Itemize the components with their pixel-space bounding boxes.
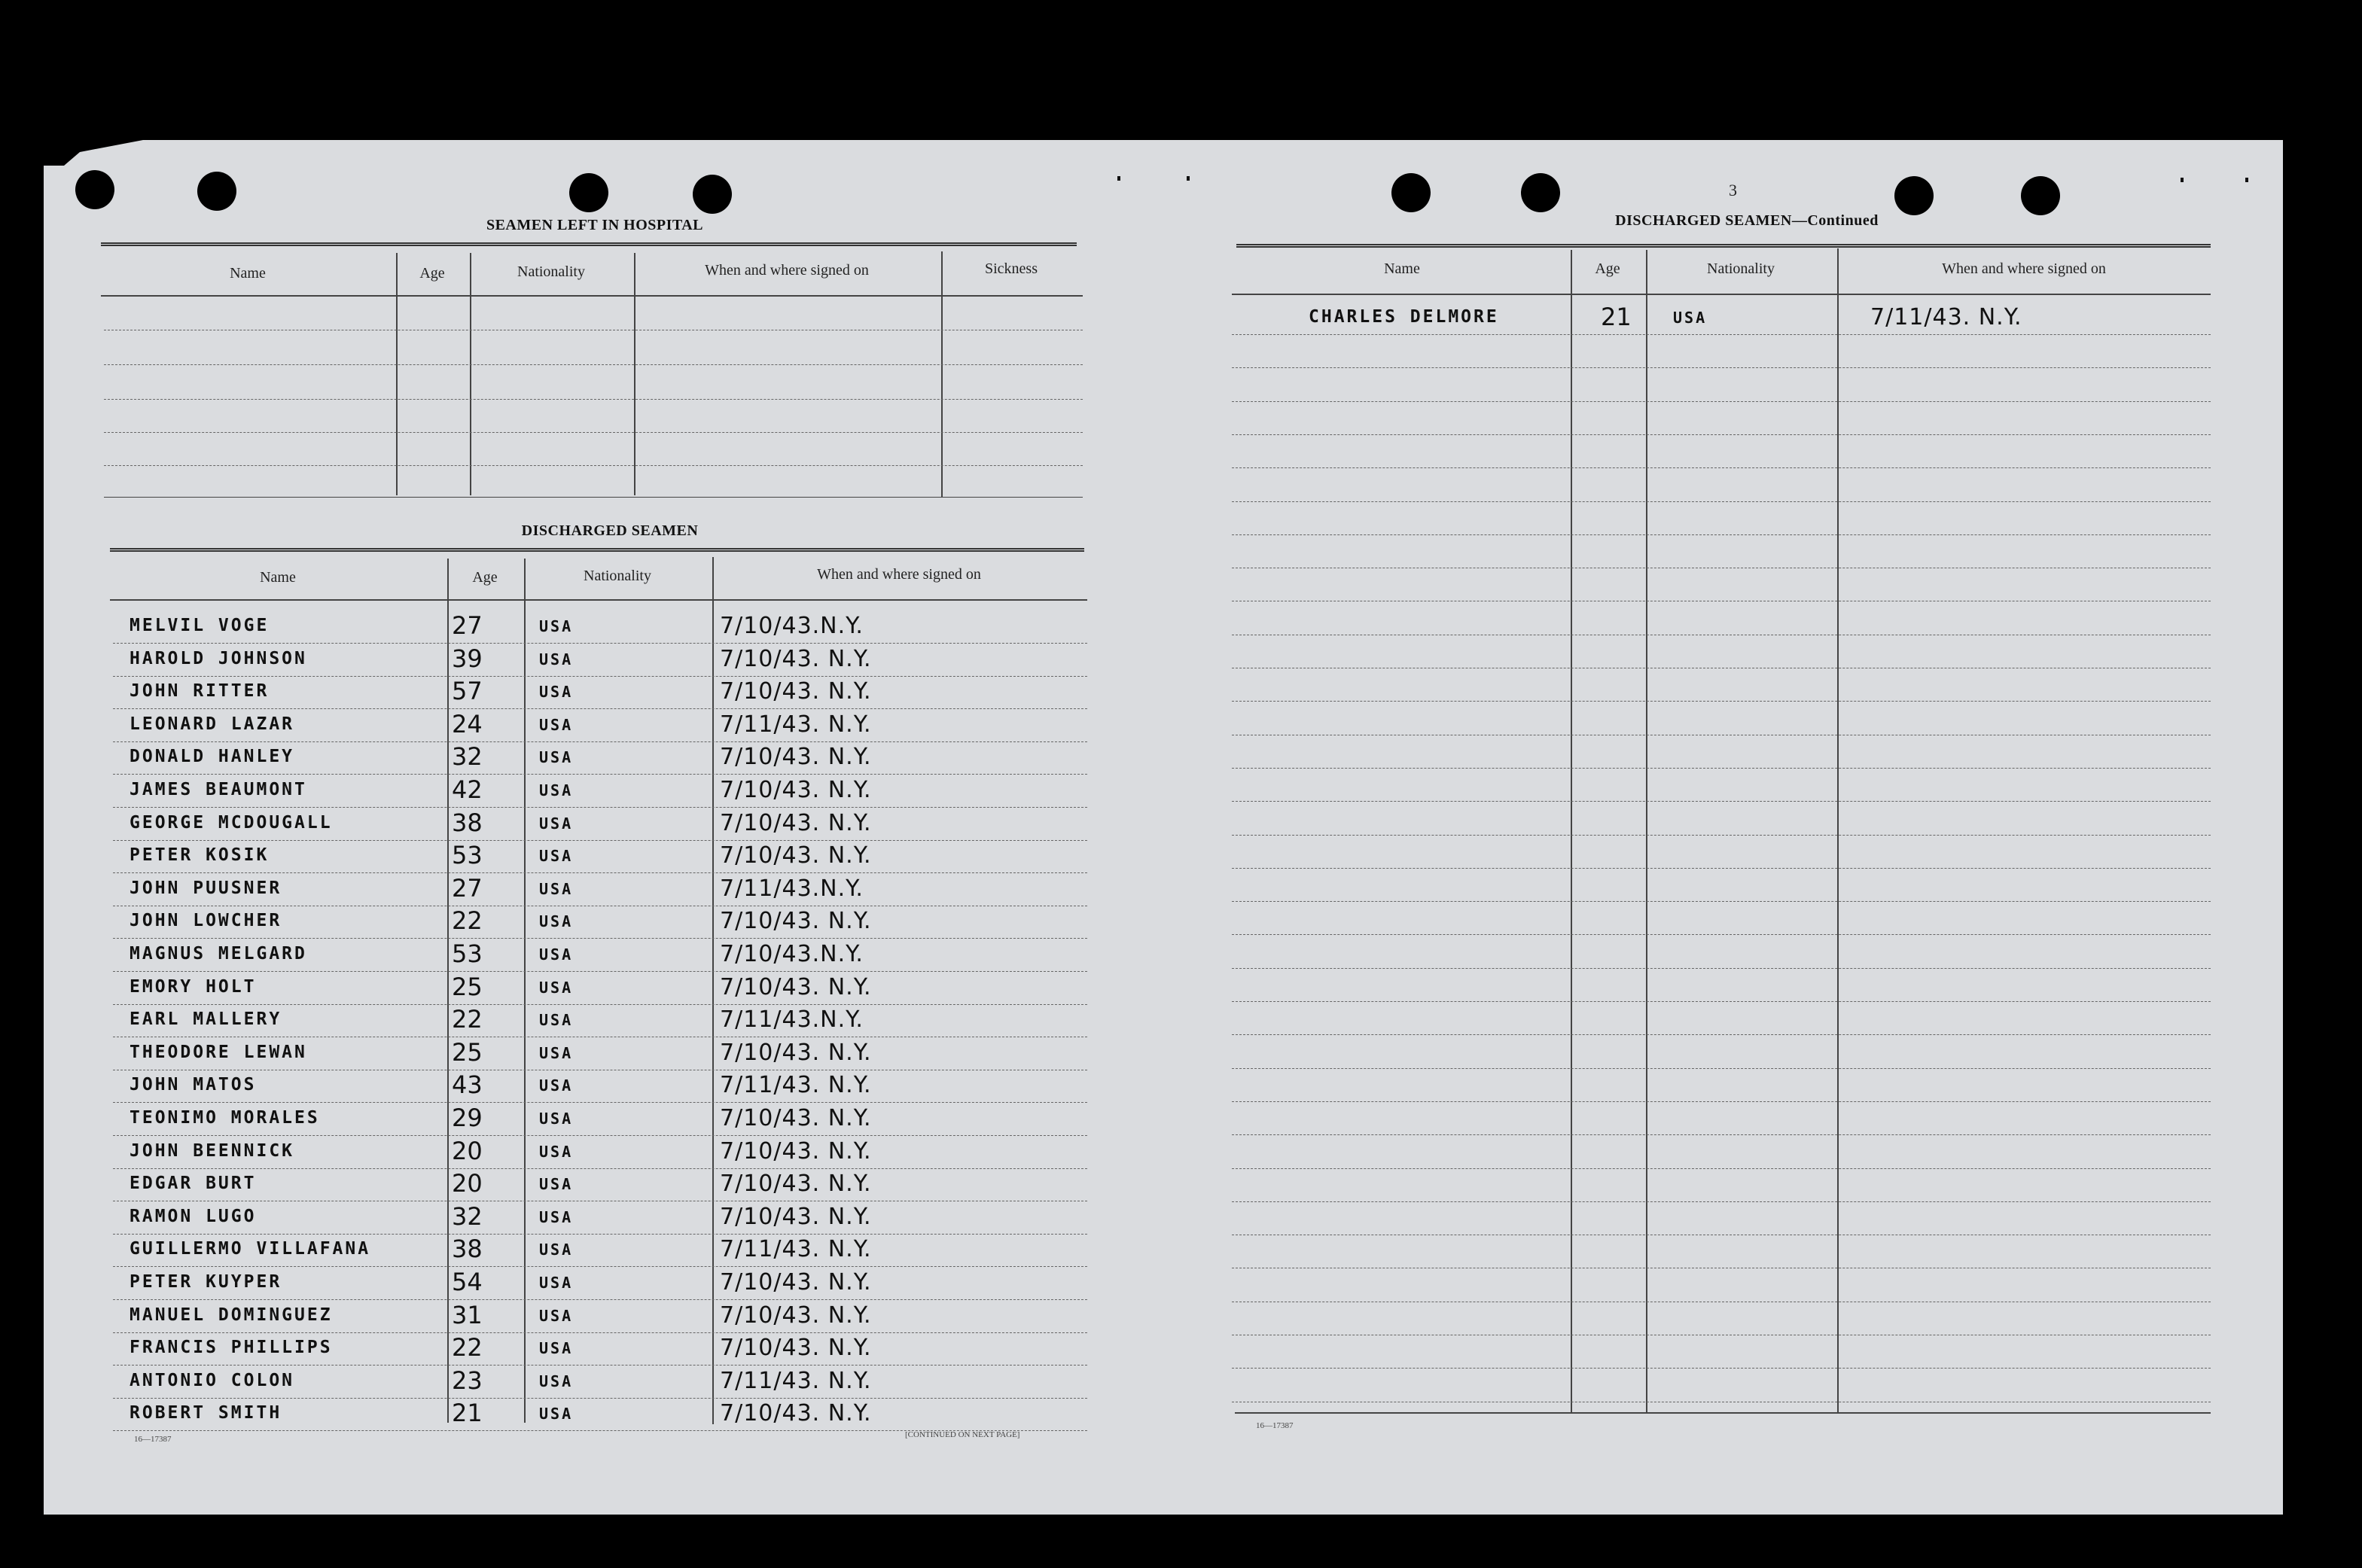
row-line: [1232, 701, 2211, 702]
row-line: [1232, 768, 2211, 769]
seaman-nationality: USA: [539, 912, 574, 930]
row-line: [1232, 968, 2211, 969]
continued-col-divider: [1646, 250, 1647, 1412]
seaman-name: JOHN MATOS: [130, 1075, 257, 1095]
row-line: [113, 1102, 1087, 1103]
seaman-nationality: USA: [539, 1143, 574, 1161]
hospital-row-line: [104, 364, 1083, 365]
signed-on: 7/11/43. N.Y.: [720, 1368, 872, 1394]
seaman-name: ROBERT SMITH: [130, 1403, 282, 1423]
right-form-number: 16—17387: [1256, 1421, 1294, 1430]
row-line: [1232, 367, 2211, 368]
signed-on: 7/10/43. N.Y.: [720, 1040, 872, 1066]
discharged-header-nationality: Nationality: [584, 568, 651, 584]
ink-speck: [1187, 176, 1190, 181]
row-line: [113, 1135, 1087, 1136]
seaman-age: 29: [452, 1104, 483, 1132]
seaman-name: MELVIL VOGE: [130, 616, 270, 635]
row-line: [113, 938, 1087, 939]
seaman-name: PETER KOSIK: [130, 845, 270, 865]
row-line: [1232, 434, 2211, 435]
seaman-nationality: USA: [539, 650, 574, 668]
continued-header-nationality: Nationality: [1707, 260, 1775, 277]
row-line: [1232, 1101, 2211, 1102]
seaman-nationality: USA: [539, 1307, 574, 1325]
discharged-top-rule: [110, 548, 1084, 552]
row-line: [1232, 1134, 2211, 1135]
punch-hole: [2021, 176, 2060, 215]
seaman-age: 24: [452, 710, 483, 738]
row-line: [1232, 1068, 2211, 1069]
seaman-name: CHARLES DELMORE: [1309, 307, 1499, 327]
signed-on: 7/11/43. N.Y.: [720, 1072, 872, 1098]
row-line: [113, 1168, 1087, 1169]
signed-on: 7/11/43.N.Y.: [720, 875, 864, 902]
seaman-name: JOHN LOWCHER: [130, 911, 282, 930]
signed-on: 7/10/43.N.Y.: [720, 613, 864, 639]
punch-hole: [1391, 173, 1431, 212]
seaman-age: 20: [452, 1137, 483, 1165]
hospital-header-nationality: Nationality: [517, 263, 585, 280]
signed-on: 7/10/43. N.Y.: [720, 1171, 872, 1197]
seaman-name: RAMON LUGO: [130, 1207, 257, 1226]
seaman-age: 27: [452, 611, 483, 640]
row-line: [113, 708, 1087, 709]
seaman-age: 27: [452, 874, 483, 903]
signed-on: 7/11/43. N.Y.: [1870, 304, 2022, 330]
hospital-col-divider: [941, 251, 943, 497]
seaman-age: 54: [452, 1268, 483, 1296]
seaman-nationality: USA: [539, 814, 574, 833]
discharged-col-divider: [447, 559, 449, 1423]
hospital-row-line: [104, 465, 1083, 466]
seaman-age: 31: [452, 1301, 483, 1329]
seaman-age: 38: [452, 1235, 483, 1263]
discharged-col-divider: [524, 559, 526, 1423]
row-line: [113, 1234, 1087, 1235]
punch-hole: [693, 175, 732, 214]
seaman-name: THEODORE LEWAN: [130, 1043, 307, 1062]
seaman-nationality: USA: [539, 880, 574, 898]
seaman-name: MANUEL DOMINGUEZ: [130, 1305, 333, 1325]
hospital-row-line: [104, 399, 1083, 400]
row-line: [1232, 801, 2211, 802]
seaman-name: LEONARD LAZAR: [130, 714, 295, 734]
row-line: [113, 807, 1087, 808]
continued-head-rule: [1232, 294, 2211, 295]
row-line: [1232, 534, 2211, 535]
signed-on: 7/11/43. N.Y.: [720, 1236, 872, 1262]
seaman-age: 57: [452, 677, 483, 705]
seaman-name: JAMES BEAUMONT: [130, 780, 307, 799]
signed-on: 7/10/43. N.Y.: [720, 842, 872, 869]
seaman-name: EARL MALLERY: [130, 1009, 282, 1029]
seaman-name: MAGNUS MELGARD: [130, 944, 307, 964]
seaman-age: 21: [452, 1399, 483, 1427]
punch-hole: [75, 170, 114, 209]
row-line: [1232, 1001, 2211, 1002]
seaman-name: JOHN PUUSNER: [130, 878, 282, 898]
row-line: [1232, 1034, 2211, 1035]
signed-on: 7/10/43. N.Y.: [720, 1335, 872, 1361]
signed-on: 7/10/43. N.Y.: [720, 810, 872, 836]
discharged-title: DISCHARGED SEAMEN: [521, 522, 699, 539]
seaman-nationality: USA: [539, 716, 574, 734]
continued-col-divider: [1571, 250, 1572, 1412]
seaman-name: GEORGE MCDOUGALL: [130, 813, 333, 833]
seaman-age: 39: [452, 644, 483, 673]
row-line: [1232, 835, 2211, 836]
continued-bottom-rule: [1235, 1412, 2211, 1414]
seaman-age: 22: [452, 1333, 483, 1362]
seaman-nationality: USA: [539, 979, 574, 997]
discharged-head-rule: [110, 599, 1087, 601]
row-line: [113, 1398, 1087, 1399]
seaman-nationality: USA: [539, 1044, 574, 1062]
signed-on: 7/11/43.N.Y.: [720, 1006, 864, 1033]
continued-title: [1536, 212, 1958, 230]
seaman-name: DONALD HANLEY: [130, 747, 295, 766]
punch-hole: [1521, 173, 1560, 212]
seaman-age: 43: [452, 1070, 483, 1099]
row-line: [113, 1004, 1087, 1005]
row-line: [113, 840, 1087, 841]
continued-header-name: Name: [1384, 260, 1420, 277]
seaman-name: PETER KUYPER: [130, 1272, 282, 1292]
continued-note: [CONTINUED ON NEXT PAGE]: [905, 1430, 1020, 1439]
row-line: [1232, 467, 2211, 468]
seaman-nationality: USA: [539, 1076, 574, 1095]
seaman-age: 22: [452, 1005, 483, 1034]
punch-hole: [569, 173, 608, 212]
seaman-age: 21: [1601, 303, 1632, 331]
seaman-nationality: USA: [539, 781, 574, 799]
signed-on: 7/10/43. N.Y.: [720, 1400, 872, 1426]
seaman-nationality: USA: [539, 1241, 574, 1259]
hospital-col-divider: [634, 253, 635, 495]
seaman-nationality: USA: [539, 683, 574, 701]
row-line: [113, 1332, 1087, 1333]
seaman-age: 42: [452, 775, 483, 804]
seaman-nationality: USA: [539, 748, 574, 766]
record-sheet: [44, 140, 2283, 1515]
punch-hole: [197, 172, 236, 211]
signed-on: 7/10/43. N.Y.: [720, 744, 872, 770]
signed-on: 7/10/43. N.Y.: [720, 974, 872, 1000]
seaman-age: 32: [452, 1202, 483, 1231]
row-line: [113, 971, 1087, 972]
row-line: [1232, 501, 2211, 502]
row-line: [1232, 401, 2211, 402]
seaman-nationality: USA: [539, 1110, 574, 1128]
signed-on: 7/10/43. N.Y.: [720, 1204, 872, 1230]
hospital-header-age: Age: [419, 265, 445, 282]
seaman-nationality: USA: [539, 1372, 574, 1390]
continued-header-age: Age: [1595, 260, 1620, 277]
seaman-age: 53: [452, 939, 483, 968]
discharged-header-age: Age: [472, 569, 498, 586]
row-line: [1232, 1368, 2211, 1369]
row-line: [113, 676, 1087, 677]
hospital-title: SEAMEN LEFT IN HOSPITAL: [486, 217, 704, 233]
page-number: 3: [1729, 181, 1737, 199]
seaman-nationality: USA: [539, 1339, 574, 1357]
seaman-name: TEONIMO MORALES: [130, 1108, 320, 1128]
seaman-nationality: USA: [539, 1405, 574, 1423]
hospital-header-sickness: Sickness: [985, 260, 1038, 277]
signed-on: 7/11/43. N.Y.: [720, 711, 872, 738]
seaman-name: FRANCIS PHILLIPS: [130, 1338, 333, 1357]
row-line: [1232, 934, 2211, 935]
row-line: [1232, 334, 2211, 335]
seaman-age: 22: [452, 906, 483, 935]
hospital-header-signed: When and where signed on: [705, 262, 869, 279]
seaman-name: EMORY HOLT: [130, 977, 257, 997]
seaman-age: 25: [452, 973, 483, 1001]
seaman-name: JOHN RITTER: [130, 681, 270, 701]
continued-header-signed: When and where signed on: [1942, 260, 2106, 277]
seaman-name: ANTONIO COLON: [130, 1371, 295, 1390]
row-line: [1232, 868, 2211, 869]
seaman-nationality: USA: [539, 1011, 574, 1029]
continued-title-suffix: —Continued: [1791, 212, 1879, 229]
discharged-header-name: Name: [260, 569, 296, 586]
signed-on: 7/10/43. N.Y.: [720, 1269, 872, 1296]
signed-on: 7/10/43.N.Y.: [720, 941, 864, 967]
hospital-bottom-rule: [104, 497, 1083, 498]
seaman-name: JOHN BEENNICK: [130, 1141, 295, 1161]
row-line: [1232, 901, 2211, 902]
row-line: [113, 643, 1087, 644]
signed-on: 7/10/43. N.Y.: [720, 646, 872, 672]
seaman-nationality: USA: [539, 617, 574, 635]
ink-speck: [2245, 178, 2248, 182]
discharged-header-signed: When and where signed on: [817, 566, 981, 583]
row-line: [113, 872, 1087, 873]
hospital-col-divider: [470, 253, 471, 495]
punch-hole: [1894, 176, 1934, 215]
row-line: [113, 1365, 1087, 1366]
seaman-name: HAROLD JOHNSON: [130, 649, 307, 668]
ink-speck: [2181, 178, 2184, 182]
signed-on: 7/10/43. N.Y.: [720, 1105, 872, 1131]
hospital-header-name: Name: [230, 265, 266, 282]
continued-title-main: DISCHARGED SEAMEN: [1615, 212, 1792, 229]
row-line: [113, 741, 1087, 742]
seaman-nationality: USA: [1673, 309, 1708, 327]
signed-on: 7/10/43. N.Y.: [720, 1138, 872, 1165]
row-line: [113, 1299, 1087, 1300]
seaman-nationality: USA: [539, 1175, 574, 1193]
row-line: [113, 774, 1087, 775]
hospital-col-divider: [396, 253, 398, 495]
row-line: [1232, 1168, 2211, 1169]
hospital-top-rule: [101, 242, 1077, 246]
row-line: [113, 1266, 1087, 1267]
seaman-age: 20: [452, 1169, 483, 1198]
signed-on: 7/10/43. N.Y.: [720, 908, 872, 934]
seaman-nationality: USA: [539, 847, 574, 865]
seaman-age: 25: [452, 1038, 483, 1067]
signed-on: 7/10/43. N.Y.: [720, 777, 872, 803]
continued-col-divider: [1837, 248, 1839, 1412]
hospital-head-rule: [101, 295, 1083, 297]
signed-on: 7/10/43. N.Y.: [720, 678, 872, 705]
discharged-col-divider: [712, 557, 714, 1424]
hospital-row-line: [104, 432, 1083, 433]
seaman-name: GUILLERMO VILLAFANA: [130, 1239, 371, 1259]
continued-top-rule: [1236, 244, 2211, 248]
seaman-age: 23: [452, 1366, 483, 1395]
seaman-age: 32: [452, 742, 483, 771]
seaman-nationality: USA: [539, 1274, 574, 1292]
row-line: [1232, 1201, 2211, 1202]
seaman-name: EDGAR BURT: [130, 1174, 257, 1193]
ink-speck: [1117, 176, 1120, 181]
seaman-nationality: USA: [539, 1208, 574, 1226]
seaman-age: 53: [452, 841, 483, 869]
seaman-age: 38: [452, 808, 483, 837]
signed-on: 7/10/43. N.Y.: [720, 1302, 872, 1329]
seaman-nationality: USA: [539, 945, 574, 964]
left-form-number: 16—17387: [134, 1435, 172, 1444]
